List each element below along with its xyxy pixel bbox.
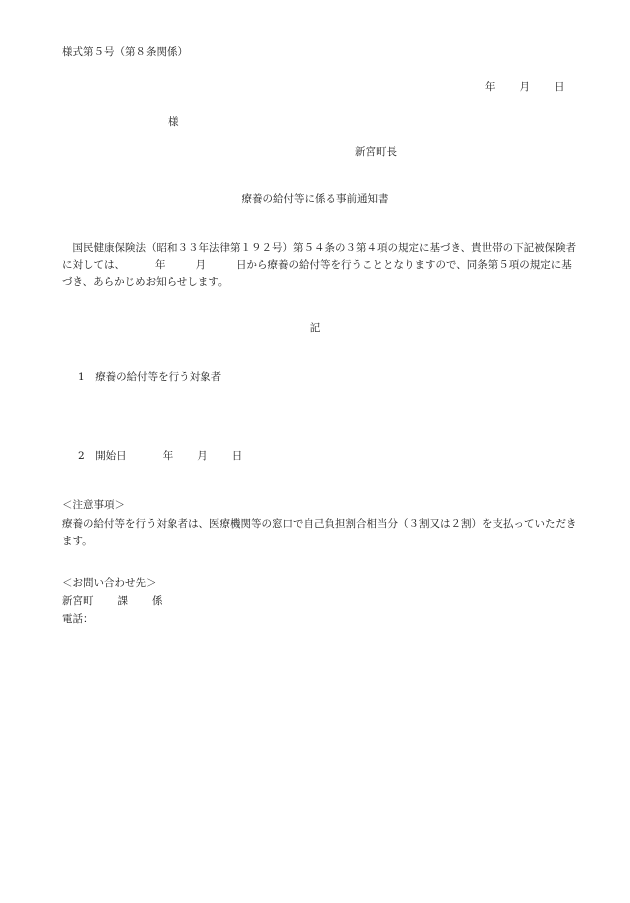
date-day: 日 xyxy=(554,81,565,93)
form-number: 様式第５号（第８条関係） xyxy=(62,46,188,58)
item-1-label: 療養の給付等を行う対象者 xyxy=(95,371,222,383)
contact-department xyxy=(62,596,163,607)
sender: 新宮町長 xyxy=(355,146,397,158)
item-2-label: 開始日 xyxy=(95,450,127,462)
date-line xyxy=(485,82,565,93)
contact-tel: 電話： xyxy=(62,613,94,625)
body-month: 月 xyxy=(195,259,206,271)
contact-kakari: 係 xyxy=(152,595,163,607)
addressee-suffix: 様 xyxy=(168,116,179,128)
item-2-number: 2 xyxy=(78,450,85,462)
body-part1: 国民健康保険法（昭和３３年法律第１９２号）第５４条の３第４項の規定に基づき、貴世帯の下記被保険者に対しては、 xyxy=(62,242,577,271)
item-2-year: 年 xyxy=(162,450,174,462)
item-1 xyxy=(78,372,221,383)
item-2-day: 日 xyxy=(231,450,243,462)
ki-heading: 記 xyxy=(309,322,321,334)
contact-heading: ＜お問い合わせ先＞ xyxy=(62,577,157,589)
body-part2: 日から療養の給付等を行うこととなりますので、同条第５項の規定に基づき、あらかじめお知らせします。 xyxy=(62,259,572,288)
contact-town: 新宮町 xyxy=(62,595,94,607)
item-2-month: 月 xyxy=(197,450,208,462)
date-year: 年 xyxy=(485,81,496,93)
body-paragraph xyxy=(62,240,582,291)
caution-body: 療養の給付等を行う対象者は、医療機関等の窓口で自己負担割合相当分（３割又は２割）を支払っていただきます。 xyxy=(62,518,577,547)
body-year: 年 xyxy=(155,259,166,271)
caution-heading: ＜注意事項＞ xyxy=(62,499,125,511)
document-title: 療養の給付等に係る事前通知書 xyxy=(241,193,389,205)
date-month: 月 xyxy=(519,81,530,93)
item-1-number: 1 xyxy=(78,371,85,383)
item-2 xyxy=(78,451,242,462)
contact-ka: 課 xyxy=(117,595,128,607)
